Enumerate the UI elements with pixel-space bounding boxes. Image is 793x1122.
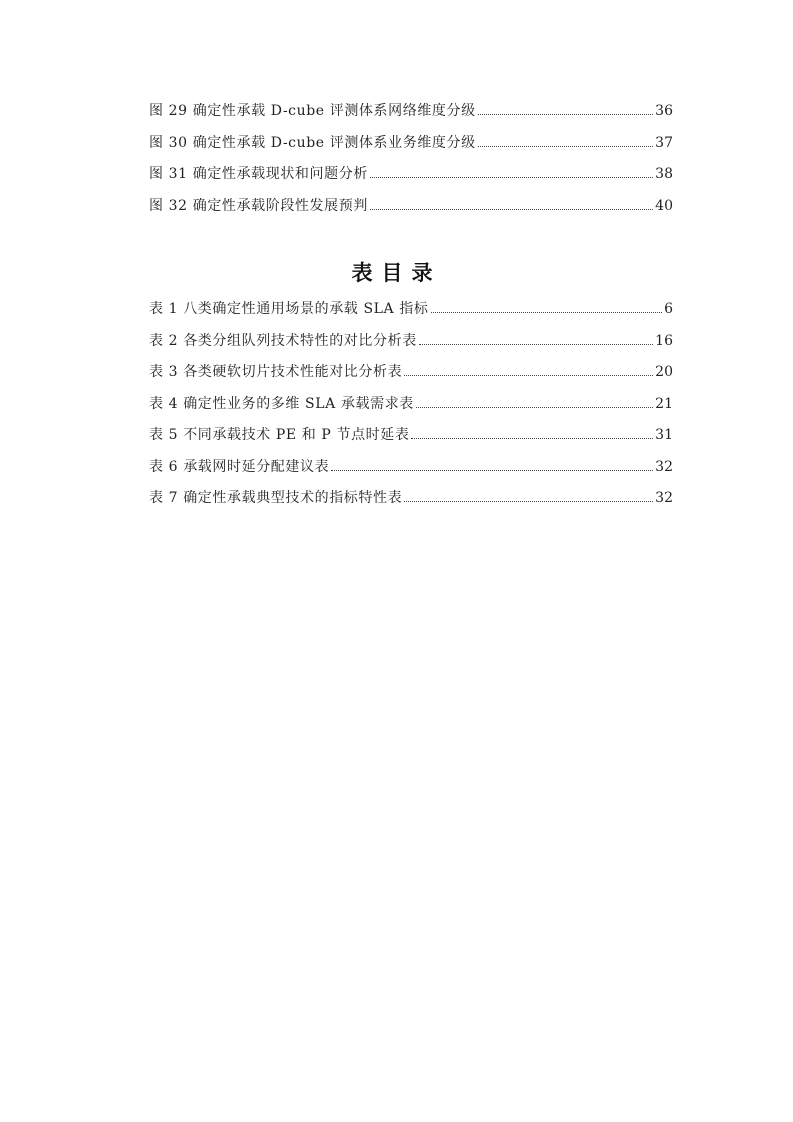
toc-entry-table-5[interactable] (149, 425, 673, 457)
table-toc-list (149, 299, 673, 520)
toc-page-number: 37 (655, 134, 673, 151)
toc-page-number: 32 (655, 458, 673, 475)
toc-entry-label: 表 4 确定性业务的多维 SLA 承载需求表 (149, 395, 414, 412)
toc-dot-leader (411, 437, 653, 439)
toc-dot-leader (404, 374, 653, 376)
toc-entry-figure-32[interactable] (149, 196, 673, 228)
figure-toc-list (149, 101, 673, 227)
toc-page-number: 40 (655, 197, 673, 214)
toc-page-number: 20 (655, 364, 673, 380)
toc-entry-label: 图 32 确定性承载阶段性发展预判 (149, 197, 368, 214)
toc-entry-table-2[interactable] (149, 331, 673, 363)
toc-dot-leader (478, 113, 653, 115)
toc-dot-leader (416, 406, 653, 408)
table-of-tables-title: 表目录 (351, 261, 442, 285)
toc-entry-figure-29[interactable] (149, 101, 673, 133)
toc-dot-leader (370, 176, 653, 178)
toc-page-number: 6 (664, 301, 673, 317)
toc-entry-label: 表 1 八类确定性通用场景的承载 SLA 指标 (149, 301, 429, 317)
toc-entry-table-3[interactable] (149, 362, 673, 394)
toc-entry-label: 表 2 各类分组队列技术特性的对比分析表 (149, 332, 417, 349)
toc-entry-table-4[interactable] (149, 394, 673, 426)
toc-entry-label: 表 6 承载网时延分配建议表 (149, 458, 330, 475)
toc-page-number: 31 (655, 427, 673, 443)
toc-entry-table-6[interactable] (149, 457, 673, 489)
toc-dot-leader (370, 208, 653, 210)
toc-entry-label: 表 5 不同承载技术 PE 和 P 节点时延表 (149, 427, 410, 443)
toc-dot-leader (331, 469, 653, 471)
toc-entry-table-1[interactable] (149, 299, 673, 331)
toc-page-number: 21 (655, 395, 673, 412)
toc-page-number: 36 (655, 103, 673, 119)
toc-entry-table-7[interactable] (149, 488, 673, 520)
toc-entry-figure-30[interactable] (149, 133, 673, 165)
toc-page-number: 16 (655, 332, 673, 349)
toc-entry-label: 表 3 各类硬软切片技术性能对比分析表 (149, 364, 403, 380)
toc-entry-figure-31[interactable] (149, 164, 673, 196)
toc-dot-leader (478, 145, 653, 147)
toc-dot-leader (419, 343, 653, 345)
toc-entry-label: 表 7 确定性承载典型技术的指标特性表 (149, 490, 403, 506)
toc-dot-leader (431, 311, 663, 313)
toc-page-number: 32 (655, 490, 673, 506)
toc-entry-label: 图 31 确定性承载现状和问题分析 (149, 166, 368, 182)
toc-entry-label: 图 30 确定性承载 D-cube 评测体系业务维度分级 (149, 134, 476, 151)
toc-page-number: 38 (655, 166, 673, 182)
toc-entry-label: 图 29 确定性承载 D-cube 评测体系网络维度分级 (149, 103, 476, 119)
toc-dot-leader (404, 500, 653, 502)
